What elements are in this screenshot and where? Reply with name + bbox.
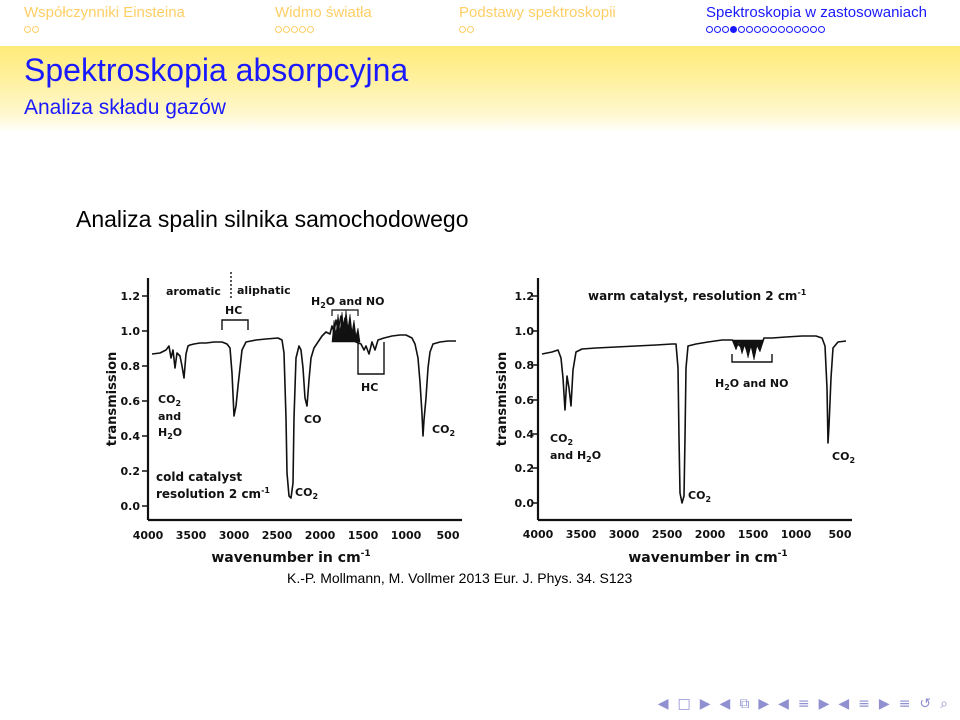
left-ytick-label: 1.2 <box>120 290 140 303</box>
right-xtick-label: 500 <box>828 528 852 541</box>
nav-frame-dot[interactable] <box>32 26 39 33</box>
left-ytick-label: 0.6 <box>120 395 140 408</box>
nav-back-icon[interactable]: ↺ <box>919 696 932 712</box>
ann-co2-bottom-right: $CO_2$ <box>688 489 712 504</box>
nav-frame-dot[interactable] <box>818 26 825 33</box>
nav-dots <box>275 26 314 33</box>
nav-frame-dot[interactable] <box>467 26 474 33</box>
nav-section-spectroscopy-basics[interactable] <box>459 4 616 21</box>
nav-frame-dot[interactable] <box>770 26 777 33</box>
right-ytick-label: 0.8 <box>514 359 534 372</box>
ann-co-left: CO <box>304 413 322 426</box>
h2o-no-left-bracket <box>332 310 358 316</box>
nav-prev-section-icon[interactable]: ◀ <box>838 696 850 712</box>
right-ytick-label: 1.2 <box>514 290 534 303</box>
ann-aromatic: aromatic <box>166 285 221 298</box>
nav-section-title[interactable]: Spektroskopia w zastosowaniach <box>706 4 927 21</box>
right-xtick-label: 3000 <box>608 528 640 541</box>
nav-prev-slide-icon[interactable]: ◀ <box>657 696 669 712</box>
beamer-navigation-symbols <box>658 696 948 712</box>
nav-frame-dot[interactable] <box>706 26 713 33</box>
right-caption: warm catalyst, resolution 2 $cm^{-1}$ <box>588 288 807 303</box>
nav-frame-dot[interactable] <box>459 26 466 33</box>
nav-prev-frame-icon[interactable]: ◀ <box>719 696 731 712</box>
left-y-axis-label: transmission <box>105 351 120 447</box>
left-ytick-label: 1.0 <box>120 325 140 338</box>
right-xtick-label: 2500 <box>651 528 683 541</box>
ir-spectra-figure <box>96 258 868 570</box>
section-navigation-bar <box>0 0 960 46</box>
right-ytick-label: 0.0 <box>514 497 534 510</box>
ann-co2-bottom-left: $CO_2$ <box>295 486 319 501</box>
nav-frame-dot[interactable] <box>722 26 729 33</box>
right-ytick-label: 0.4 <box>514 428 534 441</box>
nav-frame-dot[interactable] <box>299 26 306 33</box>
nav-search-icon[interactable]: ⌕ <box>940 696 948 712</box>
right-x-ticks <box>523 528 852 541</box>
nav-frame-dot[interactable] <box>794 26 801 33</box>
right-ytick-label: 0.2 <box>514 462 534 475</box>
frame-title: Spektroskopia absorpcyjna <box>24 52 409 88</box>
right-ytick-label: 0.6 <box>514 394 534 407</box>
nav-next-slide-icon[interactable]: ▶ <box>699 696 711 712</box>
right-xtick-label: 1000 <box>780 528 812 541</box>
nav-frame-dot[interactable] <box>714 26 721 33</box>
ir-spectra-image <box>96 258 868 570</box>
right-x-axis-label: wavenumber in $cm^{-1}$ <box>628 549 788 566</box>
nav-frame-dot[interactable] <box>746 26 753 33</box>
left-xtick-label: 500 <box>436 529 460 542</box>
h2o-no-right-bracket <box>732 354 772 362</box>
nav-subsection-icon[interactable]: ≡ <box>797 696 810 712</box>
nav-frame-dot[interactable] <box>754 26 761 33</box>
right-noise-band <box>732 340 763 360</box>
nav-section-icon[interactable]: ≡ <box>858 696 870 712</box>
right-y-ticks <box>515 290 539 510</box>
right-xtick-label: 3500 <box>565 528 597 541</box>
ann-co2-right-right: $CO_2$ <box>832 450 856 465</box>
nav-next-frame-icon[interactable]: ▶ <box>758 696 770 712</box>
nav-frame-dot[interactable] <box>291 26 298 33</box>
right-spectrum-trace <box>542 336 846 503</box>
left-spectrum-panel <box>105 272 462 566</box>
nav-dots <box>24 26 39 33</box>
nav-section-title[interactable]: Widmo światła <box>275 4 372 21</box>
nav-frame-dot[interactable] <box>778 26 785 33</box>
left-noise-band <box>332 310 360 342</box>
frame-header <box>0 46 960 132</box>
nav-frame-dot[interactable] <box>307 26 314 33</box>
nav-section-einstein[interactable] <box>24 4 185 21</box>
nav-frame-dot[interactable] <box>283 26 290 33</box>
left-xtick-label: 1500 <box>347 529 379 542</box>
right-xtick-label: 1500 <box>737 528 769 541</box>
nav-document-icon[interactable]: ≡ <box>898 696 911 712</box>
nav-section-applications[interactable] <box>706 4 927 21</box>
left-xtick-label: 2000 <box>304 529 336 542</box>
ann-h2o-no-right: $H_2O$ and NO <box>715 377 789 392</box>
hc-top-bracket <box>222 320 248 330</box>
nav-frame-dot[interactable] <box>24 26 31 33</box>
nav-next-section-icon[interactable]: ▶ <box>878 696 890 712</box>
right-xtick-label: 4000 <box>522 528 554 541</box>
nav-section-title[interactable]: Podstawy spektroskopii <box>459 4 616 21</box>
ann-h2o-no-left: $H_2O$ and NO <box>311 295 385 310</box>
left-ytick-label: 0.8 <box>120 360 140 373</box>
left-xtick-label: 1000 <box>390 529 422 542</box>
nav-dots <box>706 26 825 33</box>
nav-dots <box>459 26 474 33</box>
left-xtick-label: 2500 <box>261 529 293 542</box>
slide-heading: Analiza spalin silnika samochodowego <box>76 206 469 232</box>
right-xtick-label: 2000 <box>694 528 726 541</box>
left-xtick-label: 3500 <box>175 529 207 542</box>
left-caption-line1: cold catalyst <box>156 470 243 484</box>
nav-frame-dot[interactable] <box>738 26 745 33</box>
right-y-axis-label: transmission <box>495 351 510 447</box>
left-ytick-label: 0.2 <box>120 465 140 478</box>
nav-frame-dot[interactable] <box>810 26 817 33</box>
nav-section-light-spectrum[interactable] <box>275 4 372 21</box>
ann-aliphatic: aliphatic <box>237 284 291 297</box>
right-ytick-label: 1.0 <box>514 325 534 338</box>
ann-hc-top: HC <box>225 304 243 317</box>
left-xtick-label: 3000 <box>218 529 250 542</box>
nav-slide-icon[interactable]: □ <box>677 696 691 712</box>
left-caption-line2: resolution 2 $cm^{-1}$ <box>156 486 270 501</box>
nav-next-subsection-icon[interactable]: ▶ <box>818 696 830 712</box>
ann-co2-and-h2o-left: $CO_2$ and $H_2O$ <box>158 393 183 441</box>
nav-prev-subsection-icon[interactable]: ◀ <box>778 696 789 712</box>
left-ytick-label: 0.0 <box>120 500 140 513</box>
nav-frame-dot[interactable] <box>786 26 793 33</box>
left-y-ticks <box>121 290 149 513</box>
left-x-axis-label: wavenumber in $cm^{-1}$ <box>211 549 371 566</box>
nav-section-title[interactable]: Współczynniki Einsteina <box>24 4 185 21</box>
ann-co2-and-h2o-right: $CO_2$ and $H_2O$ <box>550 432 602 464</box>
nav-frame-dot[interactable] <box>802 26 809 33</box>
ann-hc-bottom: HC <box>361 381 379 394</box>
nav-frame-icon[interactable]: ⧉ <box>739 696 750 712</box>
nav-frame-dot[interactable] <box>275 26 282 33</box>
nav-frame-dot[interactable] <box>762 26 769 33</box>
left-ytick-label: 0.4 <box>120 430 140 443</box>
frame-subtitle: Analiza składu gazów <box>24 96 226 119</box>
left-x-ticks <box>133 529 460 542</box>
left-xtick-label: 4000 <box>132 529 164 542</box>
figure-citation: K.-P. Mollmann, M. Vollmer 2013 Eur. J. Phys. 34. S123 <box>287 570 633 586</box>
nav-current-frame-dot[interactable] <box>730 26 737 33</box>
right-spectrum-panel <box>495 278 855 566</box>
ann-co2-right-left: $CO_2$ <box>432 423 456 438</box>
